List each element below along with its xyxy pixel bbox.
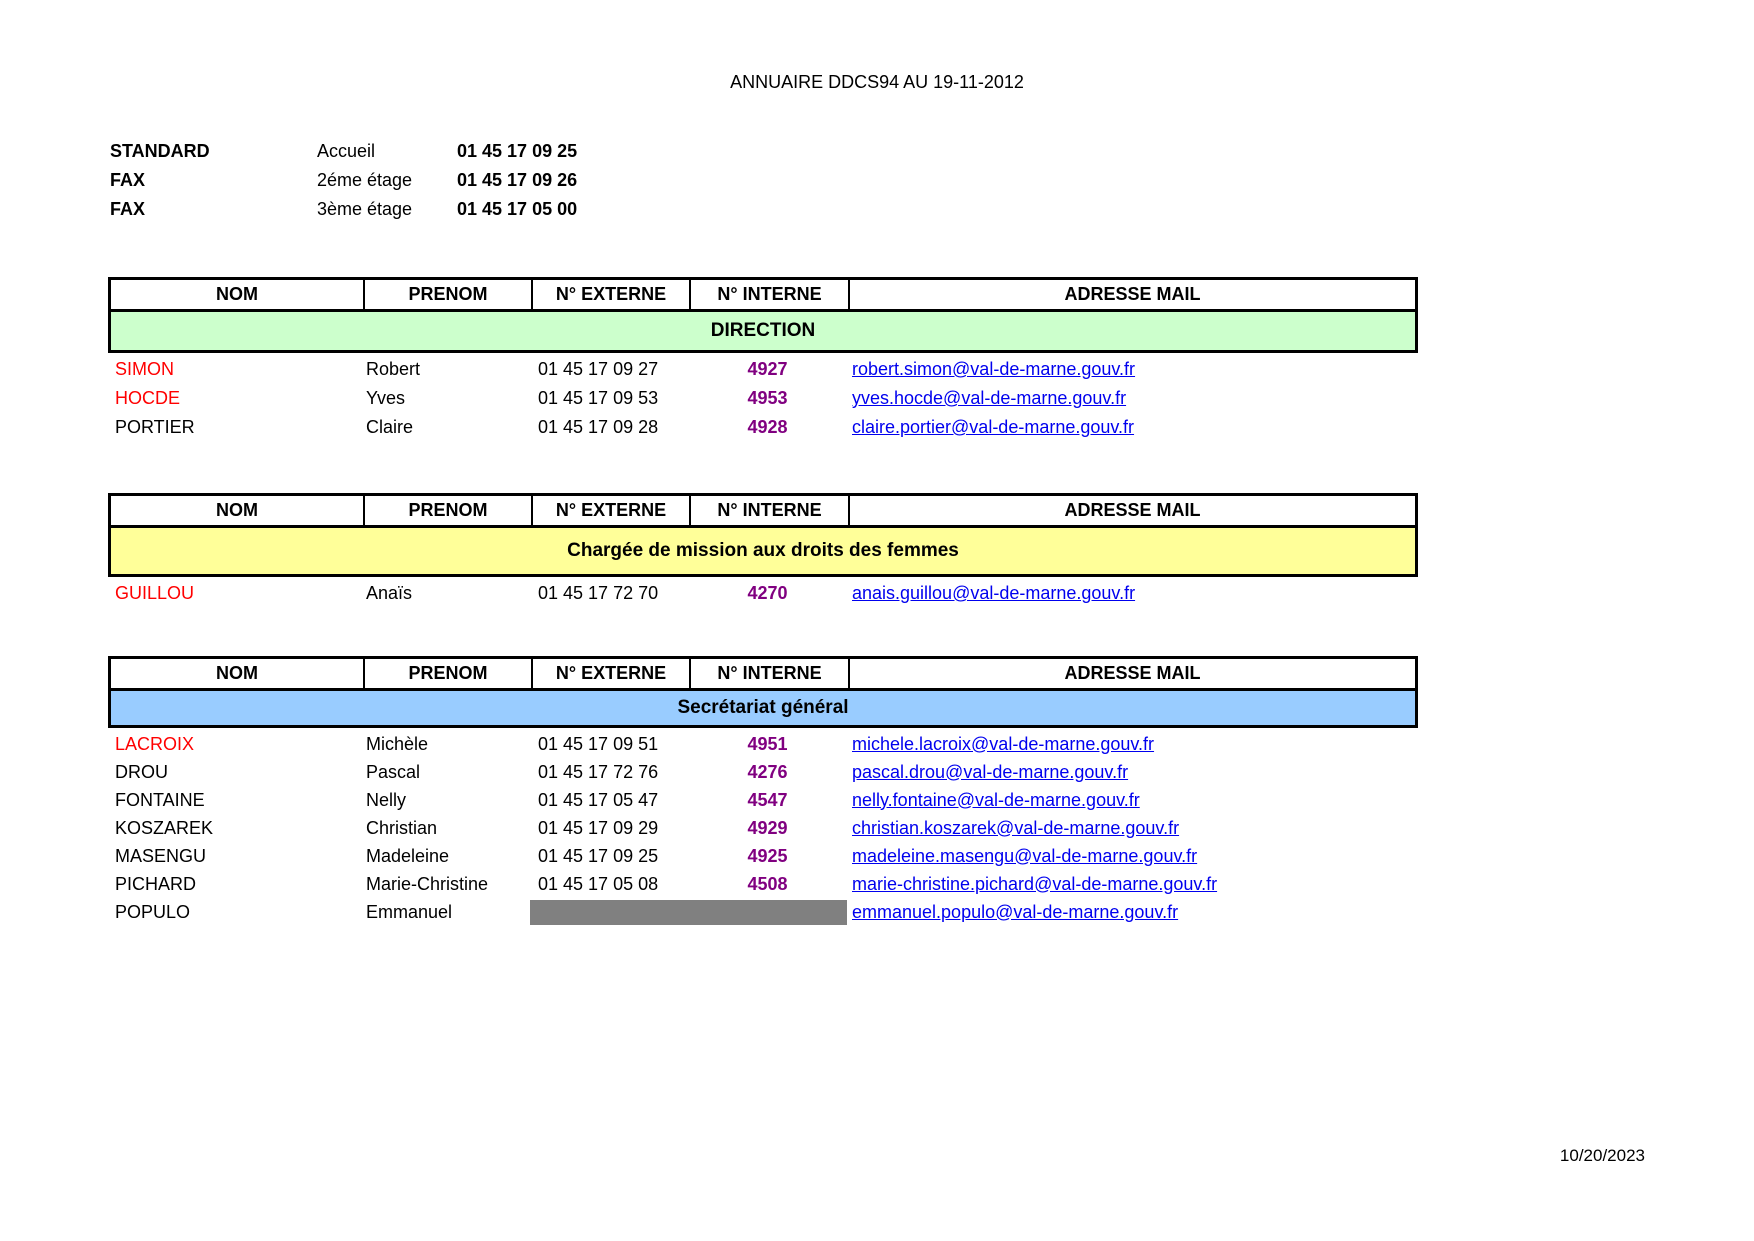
cell-interne: 4927 bbox=[747, 359, 788, 379]
cell-nom: LACROIX bbox=[115, 733, 195, 754]
cell-externe: 01 45 17 09 51 bbox=[538, 733, 659, 754]
info-location: 2éme étage bbox=[317, 170, 413, 190]
cell-prenom: Claire bbox=[366, 417, 414, 437]
email-link[interactable]: pascal.drou@val-de-marne.gouv.fr bbox=[852, 761, 1129, 782]
column-header-externe: N° EXTERNE bbox=[533, 280, 691, 309]
cell-mail bbox=[847, 417, 1418, 438]
column-header-externe: N° EXTERNE bbox=[533, 659, 691, 688]
email-link[interactable]: nelly.fontaine@val-de-marne.gouv.fr bbox=[852, 789, 1140, 810]
cell-mail bbox=[847, 902, 1418, 923]
cell-prenom: Robert bbox=[366, 359, 421, 379]
column-header-prenom: PRENOM bbox=[365, 496, 533, 525]
cell-interne: 4953 bbox=[747, 388, 788, 408]
cell-externe: 01 45 17 72 76 bbox=[538, 761, 659, 782]
directory-row bbox=[108, 786, 1418, 814]
table-header-row bbox=[111, 659, 1415, 691]
info-phone-number: 01 45 17 05 00 bbox=[457, 199, 578, 219]
section-banner-secretariat: Secrétariat général bbox=[111, 691, 1415, 725]
cell-externe: 01 45 17 05 08 bbox=[538, 873, 659, 894]
column-header-externe: N° EXTERNE bbox=[533, 496, 691, 525]
cell-prenom: Michèle bbox=[366, 733, 429, 754]
info-row-fax-3 bbox=[110, 195, 577, 224]
email-link[interactable]: anais.guillou@val-de-marne.gouv.fr bbox=[852, 583, 1136, 603]
table-rows bbox=[108, 730, 1418, 926]
page-title: ANNUAIRE DDCS94 AU 19-11-2012 bbox=[730, 72, 1024, 92]
cell-nom: PORTIER bbox=[115, 417, 195, 437]
cell-mail bbox=[847, 846, 1418, 867]
info-location: Accueil bbox=[317, 141, 376, 161]
cell-prenom: Marie-Christine bbox=[366, 873, 489, 894]
column-header-interne: N° INTERNE bbox=[691, 280, 850, 309]
info-label: STANDARD bbox=[110, 141, 210, 161]
section-banner-direction: DIRECTION bbox=[111, 312, 1415, 350]
directory-row bbox=[108, 579, 1418, 608]
email-link[interactable]: claire.portier@val-de-marne.gouv.fr bbox=[852, 417, 1135, 437]
info-row-standard bbox=[110, 137, 577, 166]
column-header-nom: NOM bbox=[111, 659, 365, 688]
info-phone-number: 01 45 17 09 25 bbox=[457, 141, 578, 161]
cell-mail bbox=[847, 388, 1418, 409]
cell-interne: 4276 bbox=[747, 761, 788, 782]
cell-nom: FONTAINE bbox=[115, 789, 205, 810]
cell-interne: 4929 bbox=[747, 817, 788, 838]
column-header-interne: N° INTERNE bbox=[691, 496, 850, 525]
column-header-mail: ADRESSE MAIL bbox=[1064, 500, 1201, 520]
email-link[interactable]: emmanuel.populo@val-de-marne.gouv.fr bbox=[852, 901, 1179, 922]
cell-mail bbox=[847, 583, 1418, 604]
table-droits-des-femmes bbox=[108, 493, 1418, 608]
cell-mail bbox=[847, 734, 1418, 755]
column-header-prenom: PRENOM bbox=[365, 280, 533, 309]
cell-prenom: Anaïs bbox=[366, 583, 413, 603]
cell-nom: GUILLOU bbox=[115, 583, 195, 603]
cell-nom: DROU bbox=[115, 761, 168, 782]
phone-info-block bbox=[110, 137, 577, 224]
directory-row bbox=[108, 842, 1418, 870]
table-box bbox=[108, 277, 1418, 353]
table-rows bbox=[108, 579, 1418, 608]
column-header-interne: N° INTERNE bbox=[691, 659, 850, 688]
cell-interne: 4925 bbox=[747, 845, 788, 866]
table-header-row bbox=[111, 496, 1415, 528]
cell-externe: 01 45 17 72 70 bbox=[538, 583, 659, 603]
directory-row bbox=[108, 758, 1418, 786]
table-box bbox=[108, 493, 1418, 577]
cell-prenom: Christian bbox=[366, 817, 438, 838]
cell-externe: 01 45 17 05 47 bbox=[538, 789, 659, 810]
column-header-nom: NOM bbox=[111, 280, 365, 309]
cell-mail bbox=[847, 874, 1418, 895]
table-rows bbox=[108, 355, 1418, 442]
cell-mail bbox=[847, 790, 1418, 811]
column-header-mail: ADRESSE MAIL bbox=[1064, 663, 1201, 683]
email-link[interactable]: robert.simon@val-de-marne.gouv.fr bbox=[852, 359, 1136, 379]
cell-prenom: Emmanuel bbox=[366, 901, 453, 922]
email-link[interactable]: michele.lacroix@val-de-marne.gouv.fr bbox=[852, 733, 1155, 754]
table-direction bbox=[108, 277, 1418, 442]
print-date: 10/20/2023 bbox=[1559, 1146, 1645, 1165]
email-link[interactable]: marie-christine.pichard@val-de-marne.gouv.fr bbox=[852, 873, 1218, 894]
email-link[interactable]: madeleine.masengu@val-de-marne.gouv.fr bbox=[852, 845, 1198, 866]
email-link[interactable]: yves.hocde@val-de-marne.gouv.fr bbox=[852, 388, 1127, 408]
cell-interne: 4951 bbox=[747, 733, 788, 754]
directory-row bbox=[108, 384, 1418, 413]
column-header-nom: NOM bbox=[111, 496, 365, 525]
cell-externe: 01 45 17 09 53 bbox=[538, 388, 659, 408]
column-header-mail: ADRESSE MAIL bbox=[1064, 284, 1201, 304]
info-phone-number: 01 45 17 09 26 bbox=[457, 170, 578, 190]
cell-nom: PICHARD bbox=[115, 873, 197, 894]
cell-nom: POPULO bbox=[115, 901, 191, 922]
cell-prenom: Yves bbox=[366, 388, 406, 408]
directory-row bbox=[108, 413, 1418, 442]
table-header-row bbox=[111, 280, 1415, 312]
cell-prenom: Madeleine bbox=[366, 845, 450, 866]
cell-nom: SIMON bbox=[115, 359, 175, 379]
directory-row bbox=[108, 870, 1418, 898]
cell-prenom: Pascal bbox=[366, 761, 421, 782]
column-header-prenom: PRENOM bbox=[365, 659, 533, 688]
info-label: FAX bbox=[110, 199, 146, 219]
cell-interne: 4270 bbox=[747, 583, 788, 603]
cell-nom: KOSZAREK bbox=[115, 817, 214, 838]
cell-externe: 01 45 17 09 25 bbox=[538, 845, 659, 866]
directory-row bbox=[108, 730, 1418, 758]
cell-interne: 4928 bbox=[747, 417, 788, 437]
email-link[interactable]: christian.koszarek@val-de-marne.gouv.fr bbox=[852, 817, 1180, 838]
cell-prenom: Nelly bbox=[366, 789, 407, 810]
info-location: 3ème étage bbox=[317, 199, 413, 219]
info-label: FAX bbox=[110, 170, 146, 190]
cell-mail bbox=[847, 359, 1418, 380]
blocked-phone-cell bbox=[530, 900, 847, 925]
cell-nom: HOCDE bbox=[115, 388, 181, 408]
directory-row bbox=[108, 898, 1418, 926]
directory-row bbox=[108, 355, 1418, 384]
cell-interne: 4547 bbox=[747, 789, 788, 810]
info-row-fax-2 bbox=[110, 166, 577, 195]
cell-nom: MASENGU bbox=[115, 845, 207, 866]
table-box bbox=[108, 656, 1418, 728]
section-banner-femmes: Chargée de mission aux droits des femmes bbox=[111, 528, 1415, 574]
cell-mail bbox=[847, 762, 1418, 783]
cell-interne: 4508 bbox=[747, 873, 788, 894]
table-secretariat-general bbox=[108, 656, 1418, 926]
cell-mail bbox=[847, 818, 1418, 839]
cell-externe: 01 45 17 09 28 bbox=[538, 417, 659, 437]
cell-externe: 01 45 17 09 29 bbox=[538, 817, 659, 838]
directory-row bbox=[108, 814, 1418, 842]
cell-externe: 01 45 17 09 27 bbox=[538, 359, 659, 379]
